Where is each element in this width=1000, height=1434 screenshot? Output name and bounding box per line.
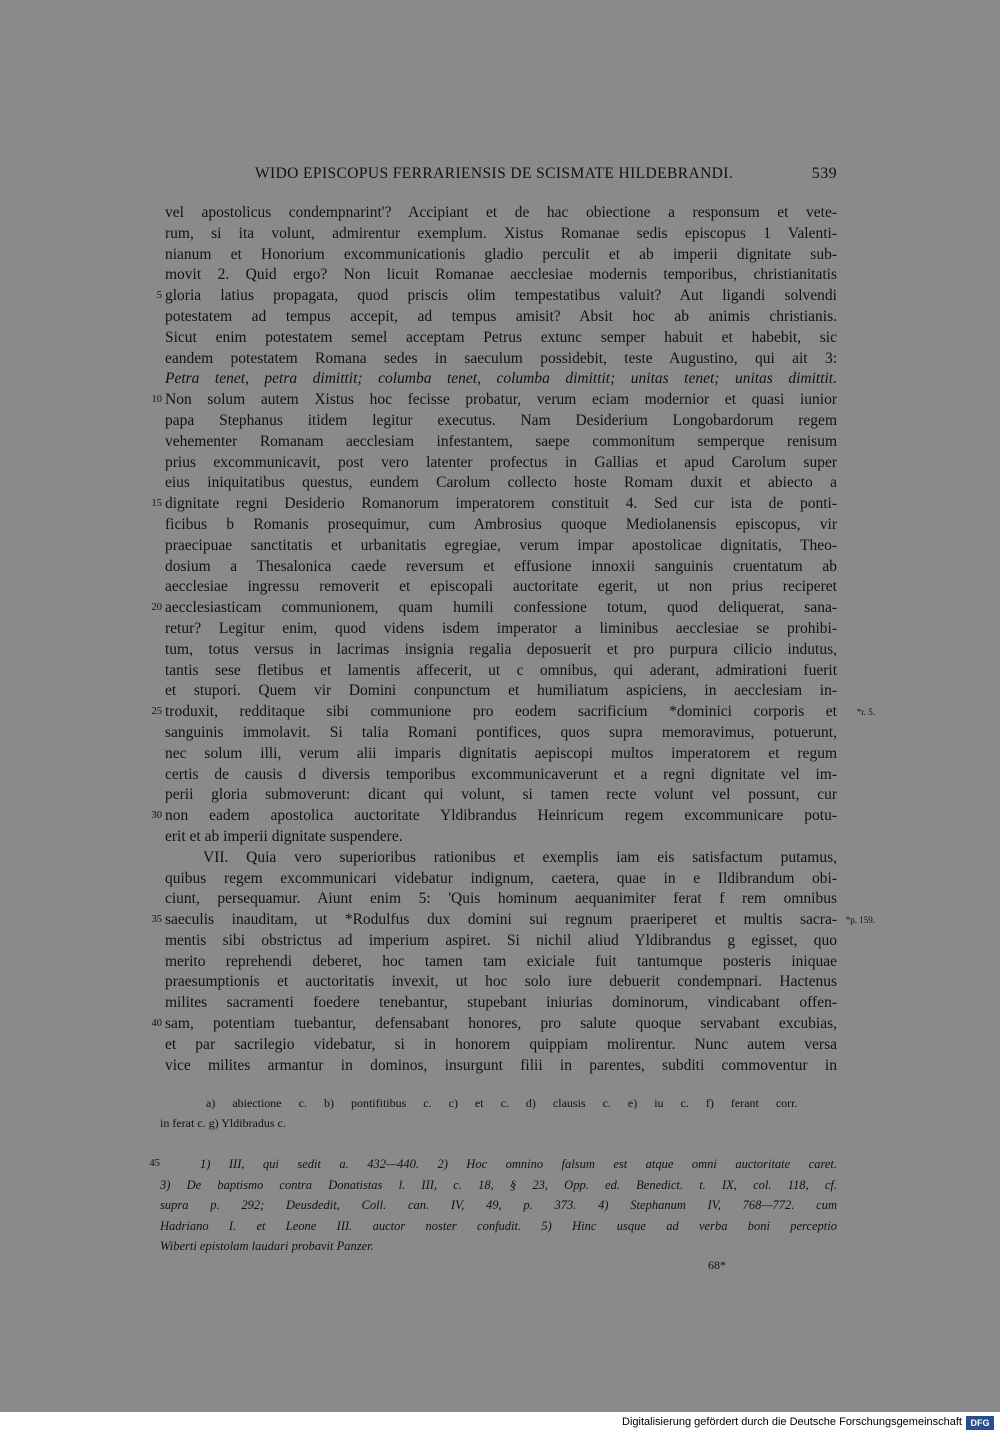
text-line	[165, 307, 837, 328]
text-line	[165, 369, 837, 390]
text-line	[165, 723, 837, 744]
text-line	[165, 765, 837, 786]
line-text: nianum et Honorium excommunicationis gladio perculit et ab imperii dignitate sub-	[165, 245, 837, 263]
footnote-text: supra p. 292; Deusdedit, Coll. can. IV, 49, p. 373. 4) Stephanum IV, 768—772. cum	[160, 1198, 837, 1212]
text-line	[165, 328, 837, 349]
text-line	[165, 681, 837, 702]
text-line	[156, 286, 837, 307]
text-line	[151, 702, 875, 723]
running-header	[165, 165, 837, 187]
line-number: 25	[151, 706, 162, 718]
line-text: et stupori. Quem vir Domini conpunctum et humiliatum aspiciens, in aecclesiam in-	[165, 682, 837, 700]
line-number: 15	[151, 498, 162, 510]
line-number: 40	[151, 1018, 162, 1030]
main-text	[151, 203, 875, 1076]
text-line	[151, 390, 837, 411]
line-number: 30	[151, 810, 162, 822]
line-text: dosium a Thesalonica caede reversum et effusione innoxii sanguinis cruentatum ab	[165, 557, 837, 575]
text-line	[165, 557, 837, 578]
variant-line: in ferat c. g) Yldibradus c.	[160, 1116, 286, 1130]
line-text: merito reprehendi deberet, hoc tamen tam exiciale fuit tantumque posteris iniquae	[165, 952, 837, 970]
line-text: vice milites armantur in dominos, insurgunt filii in parentes, subditi commoventur in	[165, 1056, 837, 1074]
sheet-signature: 68*	[708, 1258, 726, 1272]
line-text: praecipuae sanctitatis et urbanitatis egregiae, verum impar apostolicae dignitatis, Theo-	[165, 536, 837, 554]
line-text: aecclesiae ingressu removerit et episcopali auctoritate egerit, ut non prius reciperet	[165, 578, 837, 596]
line-text: aecclesiasticam communionem, quam humili confessione totum, quod deliquerat, sana-	[165, 599, 837, 617]
text-line	[165, 993, 837, 1014]
text-line	[165, 952, 837, 973]
line-text: saeculis inauditam, ut *Rodulfus dux domini sui regnum praeriperet et multis sacra-	[165, 911, 837, 929]
footnote-line	[160, 1175, 837, 1196]
text-line	[151, 598, 837, 619]
line-text: tantis sese fletibus et lamentis affecerit, ut c omnibus, qui aderant, admirationi fuerit	[165, 661, 837, 679]
line-number: 5	[156, 290, 162, 302]
line-text: VII. Quia vero superioribus rationibus et exemplis iam eis satisfactum putamus,	[203, 848, 837, 866]
line-text: troduxit, redditaque sibi communione pro eodem sacrificium *dominici corporis et	[165, 703, 837, 721]
line-number: 35	[151, 914, 162, 926]
line-number: 10	[151, 394, 162, 406]
footnote-text: Wiberti epistolam laudari probavit Panzer.	[160, 1239, 374, 1253]
text-line	[165, 640, 837, 661]
footnote-line	[149, 1154, 837, 1175]
text-line	[165, 785, 837, 806]
line-text: potestatem ad tempus accepit, ad tempus amisit? Absit hoc ab animis christianis.	[165, 307, 837, 325]
line-number: 45	[149, 1158, 160, 1169]
running-title: WIDO EPISCOPUS FERRARIENSIS DE SCISMATE HILDEBRANDI.	[255, 165, 734, 182]
text-line	[165, 1035, 837, 1056]
dfg-logo-icon: DFG	[966, 1416, 994, 1430]
line-text: vehementer Romanam aecclesiam infestantem, saepe commonitum semperque renisum	[165, 432, 837, 450]
text-line	[165, 349, 837, 370]
footnote-line	[160, 1195, 837, 1216]
footnote-text: 3) De baptismo contra Donatistas l. III, c. 18, § 23, Opp. ed. Benedict. t. IX, col. 118, cf.	[160, 1177, 837, 1192]
text-line	[165, 453, 837, 474]
text-line	[165, 889, 837, 910]
text-line	[165, 473, 837, 494]
text-line	[165, 661, 837, 682]
line-text: erit et ab imperii dignitate suspendere.	[165, 827, 403, 845]
line-text: retur? Legitur enim, quod videns isdem imperator a liminibus aecclesiae se prohibi-	[165, 619, 837, 637]
line-text: non eadem apostolica auctoritate Yldibrandus Heinricum regem excommunicare potu-	[165, 807, 837, 825]
line-text: ciunt, persequamur. Aiunt enim 5: 'Quis hominum aequanimiter ferat f rem omnibus	[165, 890, 837, 908]
text-line	[165, 245, 837, 266]
text-line	[165, 432, 837, 453]
variant-readings	[160, 1093, 837, 1133]
text-line	[165, 869, 837, 890]
line-text: quibus regem excommunicari videbatur indignum, caetera, quae in e Ildibrandum obi-	[165, 869, 837, 887]
text-line	[151, 806, 837, 827]
line-text: eandem potestatem Romana sedes in saeculum possidebit, teste Augustino, qui ait 3:	[165, 349, 837, 367]
line-text: Petra tenet, petra dimittit; columba tenet, columba dimittit; unitas tenet; unitas dimittit.	[165, 370, 837, 388]
text-line	[151, 1014, 837, 1035]
line-text: prius excommunicavit, post vero latenter profectus in Gallias et apud Carolum super	[165, 453, 837, 471]
text-line	[165, 536, 837, 557]
line-text: papa Stephanus itidem legitur executus. Nam Desiderium Longobardorum regem	[165, 411, 837, 429]
page-number: 539	[811, 165, 837, 182]
line-number: 20	[151, 602, 162, 614]
footnote-text: Hadriano I. et Leone III. auctor noster confudit. 5) Hinc usque ad verba boni perceptio	[160, 1218, 837, 1233]
text-line	[165, 265, 837, 286]
text-line	[165, 411, 837, 432]
text-line	[151, 494, 837, 515]
text-line	[165, 619, 837, 640]
margin-note: *r. 5.	[856, 707, 875, 718]
variant-line: a) abiectione c. b) pontifitibus c. c) et c. d) clausis c. e) iu c. f) ferant corr.	[206, 1096, 798, 1110]
line-text: vel apostolicus condempnarint'? Accipiant et de hac obiectione a responsum et vete-	[165, 204, 837, 221]
text-line	[165, 744, 837, 765]
text-line	[165, 931, 837, 952]
text-line	[165, 1056, 837, 1077]
line-text: mentis sibi obstrictus ad imperium aspiret. Si nichil aliud Yldibrandus g egisset, quo	[165, 931, 837, 949]
funding-banner	[0, 1412, 1000, 1434]
line-text: sam, potentiam tuebantur, defensabant honores, pro salute quoque servabant excubias,	[165, 1015, 837, 1033]
line-text: praesumptionis et auctoritatis invexit, ut hoc solo iure debuerit condempnari. Hactenus	[165, 973, 837, 991]
text-line	[165, 224, 837, 245]
footnote-text: 1) III, qui sedit a. 432—440. 2) Hoc omnino falsum est atque omni auctoritate caret.	[200, 1157, 837, 1171]
funding-text: Digitalisierung gefördert durch die Deutsche Forschungsgemeinschaft	[622, 1416, 962, 1428]
line-text: tum, totus versus in lacrimas insignia regalia deposuerit et pro purpura cilicio indutus,	[165, 640, 837, 658]
line-text: ficibus b Romanis prosequimur, cum Ambrosius quoque Mediolanensis episcopus, vir	[165, 515, 837, 533]
line-text: milites sacramenti foedere tenebantur, stupebant iniurias dominorum, vindicabant offen-	[165, 994, 837, 1012]
line-text: movit 2. Quid ergo? Non licuit Romanae aecclesiae modernis temporibus, christianitatis	[165, 266, 837, 284]
text-line	[165, 827, 837, 848]
line-text: certis de causis d diversis temporibus excommunicaverunt et a regni dignitate vel im-	[165, 765, 837, 783]
footnotes	[149, 1154, 837, 1257]
footnote-line	[160, 1236, 837, 1257]
margin-note: *p. 159.	[845, 915, 875, 926]
text-line	[151, 910, 875, 931]
text-line	[165, 203, 837, 224]
text-line	[165, 848, 837, 869]
line-text: eius iniquitatibus questus, eundem Carolum collecto hoste Romam duxit et abiecto a	[165, 474, 837, 492]
line-text: perii gloria submoverunt: dicant qui volunt, si tamen recte volunt vel possunt, cur	[165, 786, 837, 804]
footnote-line	[160, 1216, 837, 1237]
line-text: Non solum autem Xistus hoc fecisse probatur, verum eciam modernior et quasi iunior	[165, 391, 837, 409]
line-text: et par sacrilegio videbatur, si in honorem quippiam molirentur. Nunc autem versa	[165, 1035, 837, 1053]
text-line	[165, 972, 837, 993]
text-line	[165, 515, 837, 536]
line-text: nec solum illi, verum alii imparis dignitatis aepiscopi multos imperatorem et regum	[165, 744, 837, 762]
line-text: dignitate regni Desiderio Romanorum imperatorem constituit 4. Sed cur ista de ponti-	[165, 495, 837, 513]
text-line	[165, 577, 837, 598]
line-text: rum, si ita volunt, admirentur exemplum. Xistus Romanae sedis episcopus 1 Valenti-	[165, 224, 837, 242]
line-text: gloria latius propagata, quod priscis olim tempestatibus valuit? Aut ligandi solvendi	[165, 287, 837, 305]
line-text: Sicut enim potestatem semel acceptam Petrus extunc semper habuit et habebit, sic	[165, 328, 837, 346]
line-text: sanguinis immolavit. Si talia Romani pontifices, quos supra memoravimus, potuerunt,	[165, 723, 837, 741]
